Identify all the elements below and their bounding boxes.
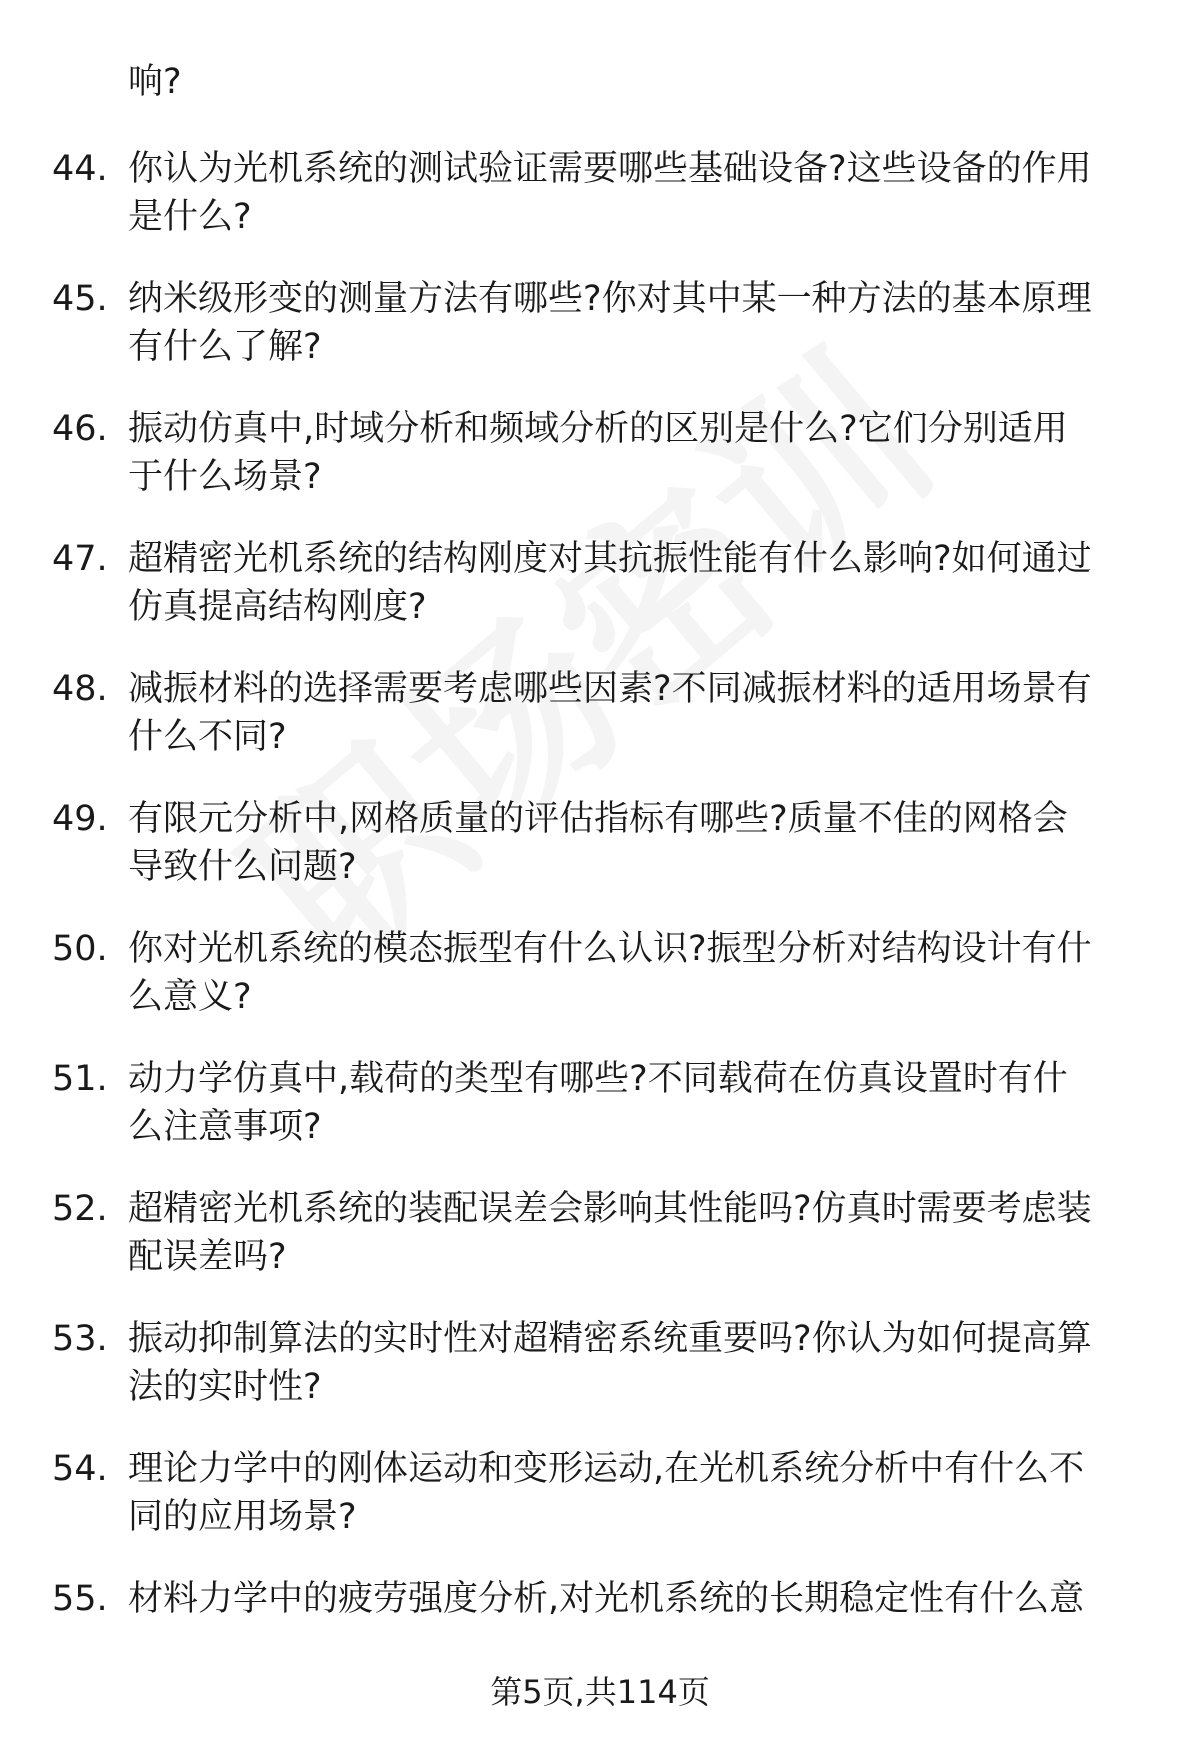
question-number: 53.: [52, 1319, 108, 1359]
question-text-line: 有限元分析中,网格质量的评估指标有哪些?质量不佳的网格会: [128, 799, 1068, 839]
question-text-line: 配误差吗?: [128, 1237, 287, 1277]
question-number: 52.: [52, 1189, 108, 1229]
question-text-line: 减振材料的选择需要考虑哪些因素?不同减振材料的适用场景有: [128, 669, 1092, 709]
question-list: [0, 145, 1200, 1705]
question-text-line: 么意义?: [128, 977, 252, 1017]
question-text-line: 你对光机系统的模态振型有什么认识?振型分析对结构设计有什: [128, 929, 1092, 969]
question-number: 54.: [52, 1449, 108, 1489]
question-item: [0, 1445, 1200, 1575]
question-text-line: 什么不同?: [128, 717, 287, 757]
question-number: 47.: [52, 539, 108, 579]
question-number: 49.: [52, 799, 108, 839]
page-number-footer: 第5页,共114页: [490, 1673, 710, 1711]
question-item: [0, 1055, 1200, 1185]
question-text-line: 动力学仿真中,载荷的类型有哪些?不同载荷在仿真设置时有什: [128, 1059, 1068, 1099]
question-text-line: 有什么了解?: [128, 327, 322, 367]
question-text-line: 材料力学中的疲劳强度分析,对光机系统的长期稳定性有什么意: [128, 1579, 1085, 1619]
question-text-line: 理论力学中的刚体运动和变形运动,在光机系统分析中有什么不: [128, 1449, 1085, 1489]
question-text-line: 超精密光机系统的结构刚度对其抗振性能有什么影响?如何通过: [128, 539, 1092, 579]
question-text-line: 么注意事项?: [128, 1107, 322, 1147]
question-text-line: 导致什么问题?: [128, 847, 357, 887]
question-number: 46.: [52, 409, 108, 449]
question-text-line: 纳米级形变的测量方法有哪些?你对其中某一种方法的基本原理: [128, 279, 1092, 319]
question-item: [0, 1185, 1200, 1315]
question-text-line: 振动仿真中,时域分析和频域分析的区别是什么?它们分别适用: [128, 409, 1068, 449]
continued-question-text: 响?: [128, 62, 182, 102]
question-number: 45.: [52, 279, 108, 319]
question-number: 44.: [52, 149, 108, 189]
question-text-line: 振动抑制算法的实时性对超精密系统重要吗?你认为如何提高算: [128, 1319, 1092, 1359]
question-text-line: 于什么场景?: [128, 457, 322, 497]
question-text-line: 是什么?: [128, 197, 252, 237]
question-number: 50.: [52, 929, 108, 969]
question-text-line: 你认为光机系统的测试验证需要哪些基础设备?这些设备的作用: [128, 149, 1092, 189]
question-item: [0, 1315, 1200, 1445]
question-number: 51.: [52, 1059, 108, 1099]
question-item: [0, 925, 1200, 1055]
question-text-line: 同的应用场景?: [128, 1497, 357, 1537]
question-item: [0, 795, 1200, 925]
question-text-line: 仿真提高结构刚度?: [128, 587, 427, 627]
question-item: [0, 275, 1200, 405]
question-item: [0, 535, 1200, 665]
question-number: 55.: [52, 1579, 108, 1619]
question-text-line: 超精密光机系统的装配误差会影响其性能吗?仿真时需要考虑装: [128, 1189, 1092, 1229]
question-item: [0, 405, 1200, 535]
question-text-line: 法的实时性?: [128, 1367, 322, 1407]
question-item: [0, 145, 1200, 275]
question-number: 48.: [52, 669, 108, 709]
question-item: [0, 665, 1200, 795]
